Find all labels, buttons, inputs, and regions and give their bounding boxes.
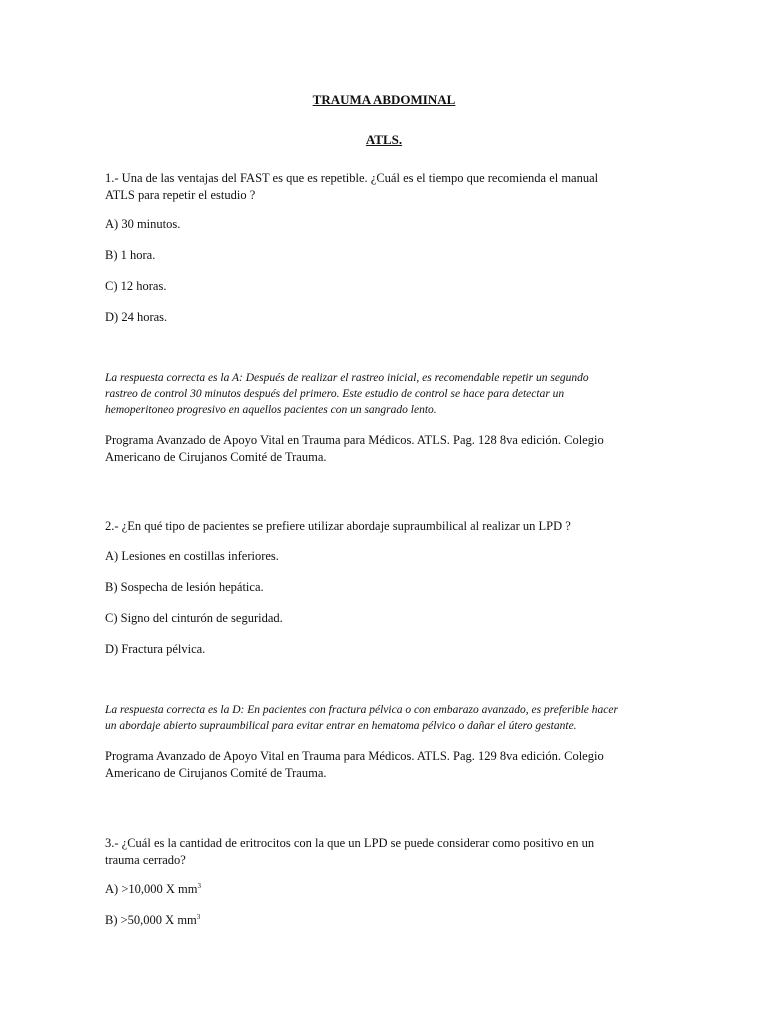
question-3-option-a-superscript: 3 — [197, 881, 201, 890]
question-1-reference-line-1: Programa Avanzado de Apoyo Vital en Trauma para Médicos. ATLS. Pag. 128 8va edición. Colegio — [105, 433, 604, 447]
question-1-option-d: D) 24 horas. — [105, 310, 168, 324]
question-3-text-line-1: 3.- ¿Cuál es la cantidad de eritrocitos con la que un LPD se puede considerar como positivo en un — [105, 836, 595, 850]
question-3-option-b-text: B) >50,000 X mm — [105, 913, 197, 927]
question-3-text-line-2: trauma cerrado? — [105, 853, 186, 867]
question-3-option-b-superscript: 3 — [196, 912, 201, 921]
question-1-answer-line-1: La respuesta correcta es la A: Después de realizar el rastreo inicial, es recomendable repetir un segundo — [105, 372, 589, 384]
question-3-option-a — [105, 881, 665, 898]
question-2-option-d: D) Fractura pélvica. — [105, 642, 206, 656]
question-1-answer-line-3: hemoperitoneo progresivo en aquellos pacientes con un sangrado lento. — [105, 404, 437, 416]
question-2-option-c: C) Signo del cinturón de seguridad. — [105, 611, 283, 625]
question-3-option-b — [105, 912, 665, 929]
question-1-text-line-2: ATLS para repetir el estudio ? — [105, 188, 256, 202]
question-1-option-a: A) 30 minutos. — [105, 217, 181, 231]
document-title: TRAUMA ABDOMINAL — [312, 92, 456, 107]
question-2-option-a: A) Lesiones en costillas inferiores. — [105, 549, 279, 563]
document-subtitle: ATLS. — [365, 132, 403, 147]
question-1-option-c: C) 12 horas. — [105, 279, 167, 293]
question-1-answer-line-2: rastreo de control 30 minutos después del primero. Este estudio de control se hace para detectar un — [105, 388, 565, 400]
question-1-reference-line-2: Americano de Cirujanos Comité de Trauma. — [105, 450, 327, 464]
question-2-reference-line-1: Programa Avanzado de Apoyo Vital en Trauma para Médicos. ATLS. Pag. 129 8va edición. Colegio — [105, 749, 604, 763]
question-2-reference-line-2: Americano de Cirujanos Comité de Trauma. — [105, 766, 327, 780]
question-2-answer-line-2: un abordaje abierto supraumbilical para evitar entrar en hematoma pélvico o dañar el útero gestante. — [105, 720, 577, 732]
question-1-text-line-1: 1.- Una de las ventajas del FAST es que es repetible. ¿Cuál es el tiempo que recomienda el manual — [105, 171, 599, 185]
question-2-answer-line-1: La respuesta correcta es la D: En pacientes con fractura pélvica o con embarazo avanzado, es preferible hacer — [105, 704, 618, 716]
question-2-option-b: B) Sospecha de lesión hepática. — [105, 580, 264, 594]
question-3-option-a-text: A) >10,000 X mm — [105, 882, 198, 896]
question-2-text-line-1: 2.- ¿En qué tipo de pacientes se prefiere utilizar abordaje supraumbilical al realizar un LPD ? — [105, 519, 571, 533]
question-1-option-b: B) 1 hora. — [105, 248, 156, 262]
